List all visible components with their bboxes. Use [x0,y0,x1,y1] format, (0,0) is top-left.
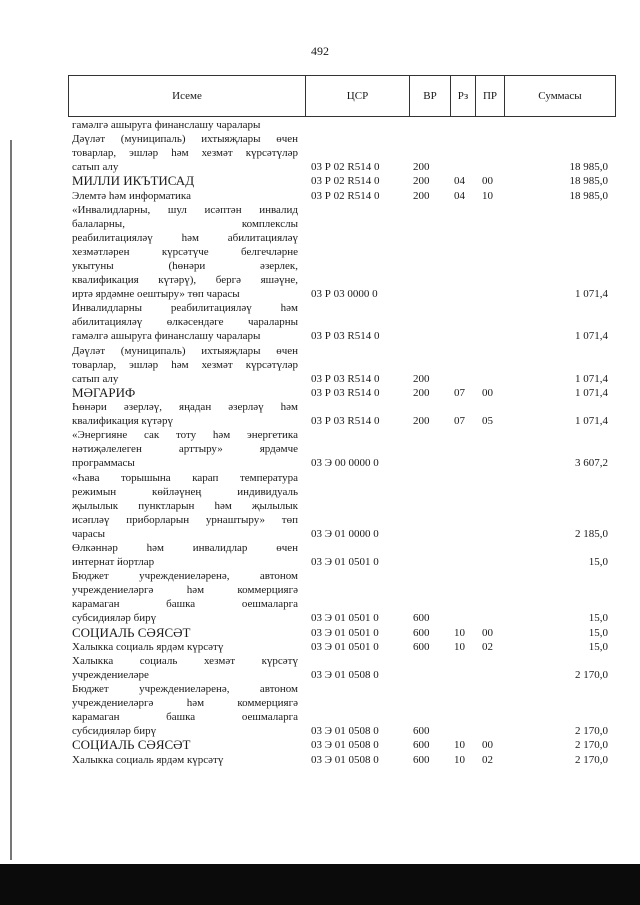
table-row [0,682,640,738]
table-row [0,174,640,188]
row-sum: 1 071,4 [575,415,608,428]
row-description [72,174,298,188]
description-line: МИЛЛИ ИКЪТИСАД [72,173,195,189]
row-sum: 18 985,0 [569,189,608,202]
description-line: Дәүләт (муниципаль) ихтыяҗлары өчен [72,133,298,146]
row-sum: 15,0 [588,640,608,653]
row-sum: 3 607,2 [575,457,608,470]
description-line: «Инвалидларны, шул исәптән инвалид [72,203,298,216]
row-rz-code: 04 [454,189,465,202]
column-header-csr: ЦСР [305,76,409,116]
description-line: Өлкәннәр һәм инвалидлар өчен [72,542,298,554]
description-line: Халыкка социаль ярдәм күрсәтү [72,640,224,653]
table-row [0,118,640,132]
row-description [72,118,298,132]
description-line: субсидияләр бирү [72,725,157,738]
description-line: программасы [72,457,135,470]
row-csr-code: 03 Э 01 0501 0 [311,640,379,653]
row-csr-code: 03 Р 03 R514 0 [311,372,380,385]
row-description [72,428,298,470]
description-line: сатып алу [72,372,119,385]
description-line: Халыкка социаль ярдәм күрсәтү [72,753,224,766]
description-line: исәпләү приборларын урнаштыру» төп [72,513,298,526]
description-line: реабилитацияләү һәм абилитацияләү [72,231,298,244]
row-rz-code: 07 [454,386,465,399]
description-line: иртә ярдәмне оештыру» төп чарасы [72,288,240,301]
row-pr-code: 00 [482,626,493,639]
row-sum: 2 170,0 [575,739,608,752]
row-csr-code: 03 Э 01 0501 0 [311,556,379,569]
description-line: МӘГАРИФ [72,384,136,400]
row-vr-code: 200 [413,189,430,202]
row-sum: 2 170,0 [575,725,608,738]
row-description [72,132,298,174]
description-line: интернат йортлар [72,556,155,569]
row-pr-code: 05 [482,415,493,428]
description-line: Халыкка социаль хезмәт күрсәтү [72,654,298,667]
row-csr-code: 03 Э 01 0501 0 [311,626,379,639]
row-rz-code: 10 [454,626,465,639]
row-description [72,753,298,767]
description-line: товарлар, эшләр һәм хезмәт күрсәтүләр [72,147,298,160]
row-csr-code: 03 Э 00 0000 0 [311,457,379,470]
row-rz-code: 10 [454,739,465,752]
row-csr-code: 03 Р 02 R514 0 [311,175,380,188]
row-csr-code: 03 Э 01 0508 0 [311,739,379,752]
row-sum: 1 071,4 [575,330,608,343]
description-line: СОЦИАЛЬ СӘЯСӘТ [72,624,191,640]
table-row [0,753,640,767]
row-vr-code: 200 [413,372,430,385]
row-vr-code: 600 [413,753,430,766]
row-pr-code: 02 [482,753,493,766]
row-description [72,640,298,654]
description-line: җылылык пунктларын һәм җылылык [72,499,298,512]
description-line: хезмәтләрен күрсәтүче белгечләрне [72,245,298,258]
table-row [0,132,640,174]
column-header-vr: ВР [409,76,450,116]
row-csr-code: 03 Э 01 0508 0 [311,753,379,766]
table-row [0,400,640,428]
row-sum: 1 071,4 [575,386,608,399]
description-line: балаларны, комплекслы [72,217,298,230]
row-sum: 15,0 [588,626,608,639]
row-sum: 15,0 [588,612,608,625]
description-line: абилитацияләү өлкәсендәге чараларны [72,316,298,329]
table-row [0,344,640,386]
description-line: гамәлгә ашыруга финанслашу чаралары [72,119,261,131]
description-line: чарасы [72,527,106,540]
description-line: Бюджет учреждениеләренә, автоном [72,570,298,583]
description-line: товарлар, эшләр һәм хезмәт күрсәтүләр [72,358,298,371]
column-header-rz: Рз [450,76,475,116]
row-description [72,541,298,569]
table-row [0,386,640,400]
description-line: квалификация күтәрү), бергә яшәүне, [72,274,298,287]
row-description [72,682,298,738]
table-row [0,640,640,654]
row-csr-code: 03 Р 03 0000 0 [311,288,378,301]
row-description [72,189,298,203]
table-row [0,471,640,542]
scan-edge-mark [10,140,12,860]
table-row [0,203,640,302]
row-description [72,626,298,640]
row-pr-code: 00 [482,175,493,188]
row-pr-code: 00 [482,739,493,752]
row-rz-code: 10 [454,753,465,766]
description-line: режимын көйләүнең индивидуаль [72,485,298,498]
column-header-pr: ПР [475,76,504,116]
table-row [0,189,640,203]
row-csr-code: 03 Р 02 R514 0 [311,189,380,202]
row-pr-code: 00 [482,386,493,399]
description-line: укытуны (һөнәри әзерлек, [72,259,298,272]
table-row [0,541,640,569]
row-sum: 1 071,4 [575,288,608,301]
row-vr-code: 600 [413,725,430,738]
row-description [72,301,298,343]
row-vr-code: 600 [413,612,430,625]
row-csr-code: 03 Р 03 R514 0 [311,386,380,399]
description-line: «Һава торышына карап температура [72,471,298,484]
row-vr-code: 600 [413,640,430,653]
row-description [72,654,298,682]
row-sum: 2 185,0 [575,527,608,540]
column-header-sum: Суммасы [504,76,615,116]
row-vr-code: 200 [413,161,430,174]
row-csr-code: 03 Р 02 R514 0 [311,161,380,174]
description-line: субсидияләр бирү [72,612,157,625]
row-vr-code: 200 [413,175,430,188]
description-line: учреждениеләргә һәм коммерциягә [72,697,298,710]
row-sum: 2 170,0 [575,668,608,681]
description-line: карамаган башка оешмаларга [72,711,298,724]
row-csr-code: 03 Э 01 0508 0 [311,725,379,738]
row-description [72,569,298,625]
description-line: нәтиҗәлелеген арттыру» ярдәмче [72,443,298,456]
row-vr-code: 600 [413,739,430,752]
description-line: сатып алу [72,161,119,174]
description-line: Инвалидларны реабилитацияләү һәм [72,302,298,315]
column-header-name: Исеме [172,90,202,102]
row-description [72,344,298,386]
description-line: СОЦИАЛЬ СӘЯСӘТ [72,737,191,753]
description-line: Дәүләт (муниципаль) ихтыяҗлары өчен [72,344,298,357]
description-line: гамәлгә ашыруга финанслашу чаралары [72,330,261,343]
table-row [0,654,640,682]
row-sum: 15,0 [588,556,608,569]
row-description [72,471,298,541]
row-vr-code: 200 [413,386,430,399]
row-sum: 18 985,0 [569,161,608,174]
row-rz-code: 07 [454,415,465,428]
row-csr-code: 03 Э 01 0501 0 [311,612,379,625]
table-row [0,626,640,640]
row-csr-code: 03 Э 01 0508 0 [311,668,379,681]
row-pr-code: 02 [482,640,493,653]
row-csr-code: 03 Э 01 0000 0 [311,527,379,540]
description-line: карамаган башка оешмаларга [72,598,298,611]
row-csr-code: 03 Р 03 R514 0 [311,330,380,343]
row-rz-code: 10 [454,640,465,653]
table-row [0,569,640,625]
description-line: учреждениеләргә һәм коммерциягә [72,584,298,597]
row-description [72,386,298,400]
description-line: Бюджет учреждениеләренә, автоном [72,683,298,695]
description-line: квалификация күтәрү [72,415,173,428]
description-line: Һөнәри әзерләү, яңадан әзерләү һәм [72,401,298,413]
row-vr-code: 200 [413,415,430,428]
row-sum: 18 985,0 [569,175,608,188]
row-rz-code: 04 [454,175,465,188]
row-description [72,738,298,752]
row-pr-code: 10 [482,189,493,202]
description-line: Элемтә һәм информатика [72,189,191,202]
description-line: учреждениеләре [72,668,149,681]
table-row [0,428,640,470]
table-row [0,738,640,752]
description-line: «Энергияне сак тоту һәм энергетика [72,429,298,442]
page-number: 492 [311,44,329,58]
row-vr-code: 600 [413,626,430,639]
row-description [72,203,298,302]
row-sum: 1 071,4 [575,372,608,385]
row-csr-code: 03 Р 03 R514 0 [311,415,380,428]
row-sum: 2 170,0 [575,753,608,766]
table-row [0,301,640,343]
row-description [72,400,298,428]
scan-bottom-border [0,864,640,905]
